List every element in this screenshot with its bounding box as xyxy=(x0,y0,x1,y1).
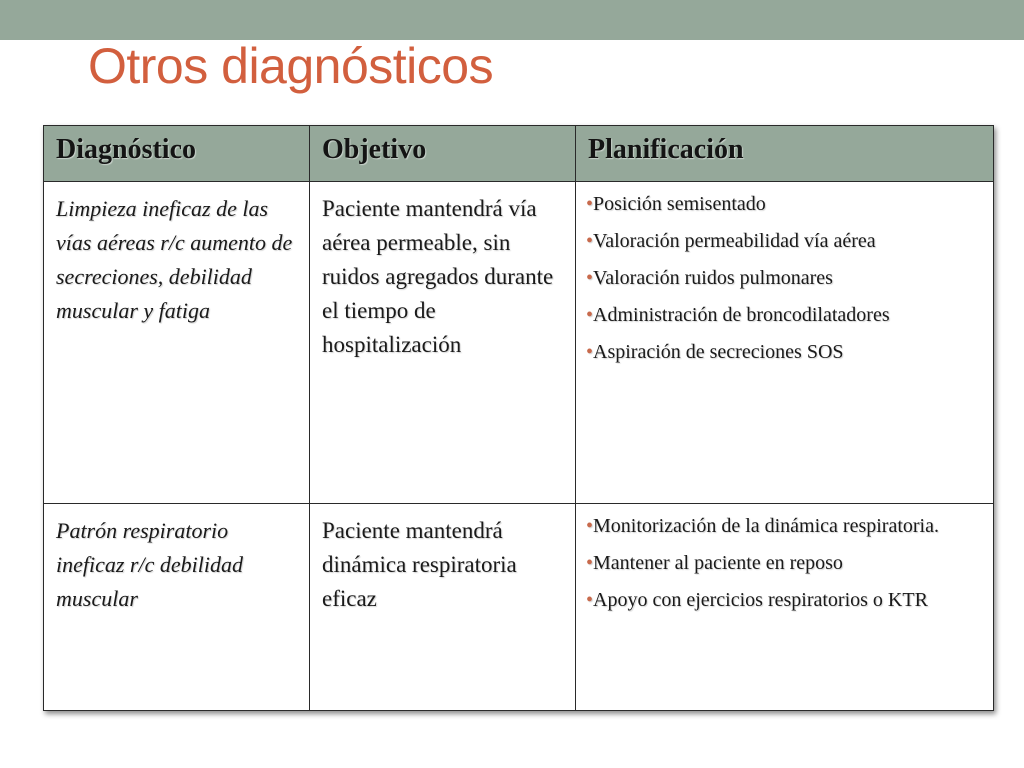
list-item-text: Valoración permeabilidad vía aérea xyxy=(593,230,876,252)
table-row xyxy=(44,504,994,711)
planning-list xyxy=(586,190,983,366)
list-item-text: Posición semisentado xyxy=(593,193,766,215)
list-item xyxy=(586,227,983,255)
planning-list xyxy=(586,512,983,614)
list-item xyxy=(586,301,983,329)
objective-cell: Paciente mantendrá dinámica respiratoria eficaz xyxy=(310,504,576,711)
bullet-icon: • xyxy=(586,341,594,363)
bullet-icon: • xyxy=(586,230,594,252)
list-item-text: Apoyo con ejercicios respiratorios o KTR xyxy=(593,589,928,611)
slide-title: Otros diagnósticos xyxy=(88,38,494,94)
list-item-text: Valoración ruidos pulmonares xyxy=(593,267,833,289)
list-item-text: Monitorización de la dinámica respiratoria. xyxy=(593,515,939,537)
header-diagnostico: Diagnóstico xyxy=(44,126,310,182)
bullet-icon: • xyxy=(586,304,594,326)
bullet-icon: • xyxy=(586,515,594,537)
bullet-icon: • xyxy=(586,552,594,574)
planning-cell xyxy=(576,504,994,711)
list-item-text: Administración de broncodilatadores xyxy=(593,304,890,326)
diagnosis-cell: Patrón respiratorio ineficaz r/c debilidad muscular xyxy=(44,504,310,711)
list-item-text: Aspiración de secreciones SOS xyxy=(593,341,844,363)
header-planificacion: Planificación xyxy=(576,126,994,182)
list-item xyxy=(586,190,983,218)
bullet-icon: • xyxy=(586,267,594,289)
nursing-care-table xyxy=(43,125,994,711)
diagnosis-cell: Limpieza ineficaz de las vías aéreas r/c aumento de secreciones, debilidad muscular y fatiga xyxy=(44,182,310,504)
planning-cell xyxy=(576,182,994,504)
table-row xyxy=(44,182,994,504)
list-item xyxy=(586,586,983,614)
list-item xyxy=(586,549,983,577)
header-objetivo: Objetivo xyxy=(310,126,576,182)
objective-cell: Paciente mantendrá vía aérea permeable, sin ruidos agregados durante el tiempo de hospitalización xyxy=(310,182,576,504)
list-item xyxy=(586,512,983,540)
list-item xyxy=(586,338,983,366)
table-header-row xyxy=(44,126,994,182)
bullet-icon: • xyxy=(586,193,594,215)
list-item xyxy=(586,264,983,292)
bullet-icon: • xyxy=(586,589,594,611)
list-item-text: Mantener al paciente en reposo xyxy=(593,552,843,574)
